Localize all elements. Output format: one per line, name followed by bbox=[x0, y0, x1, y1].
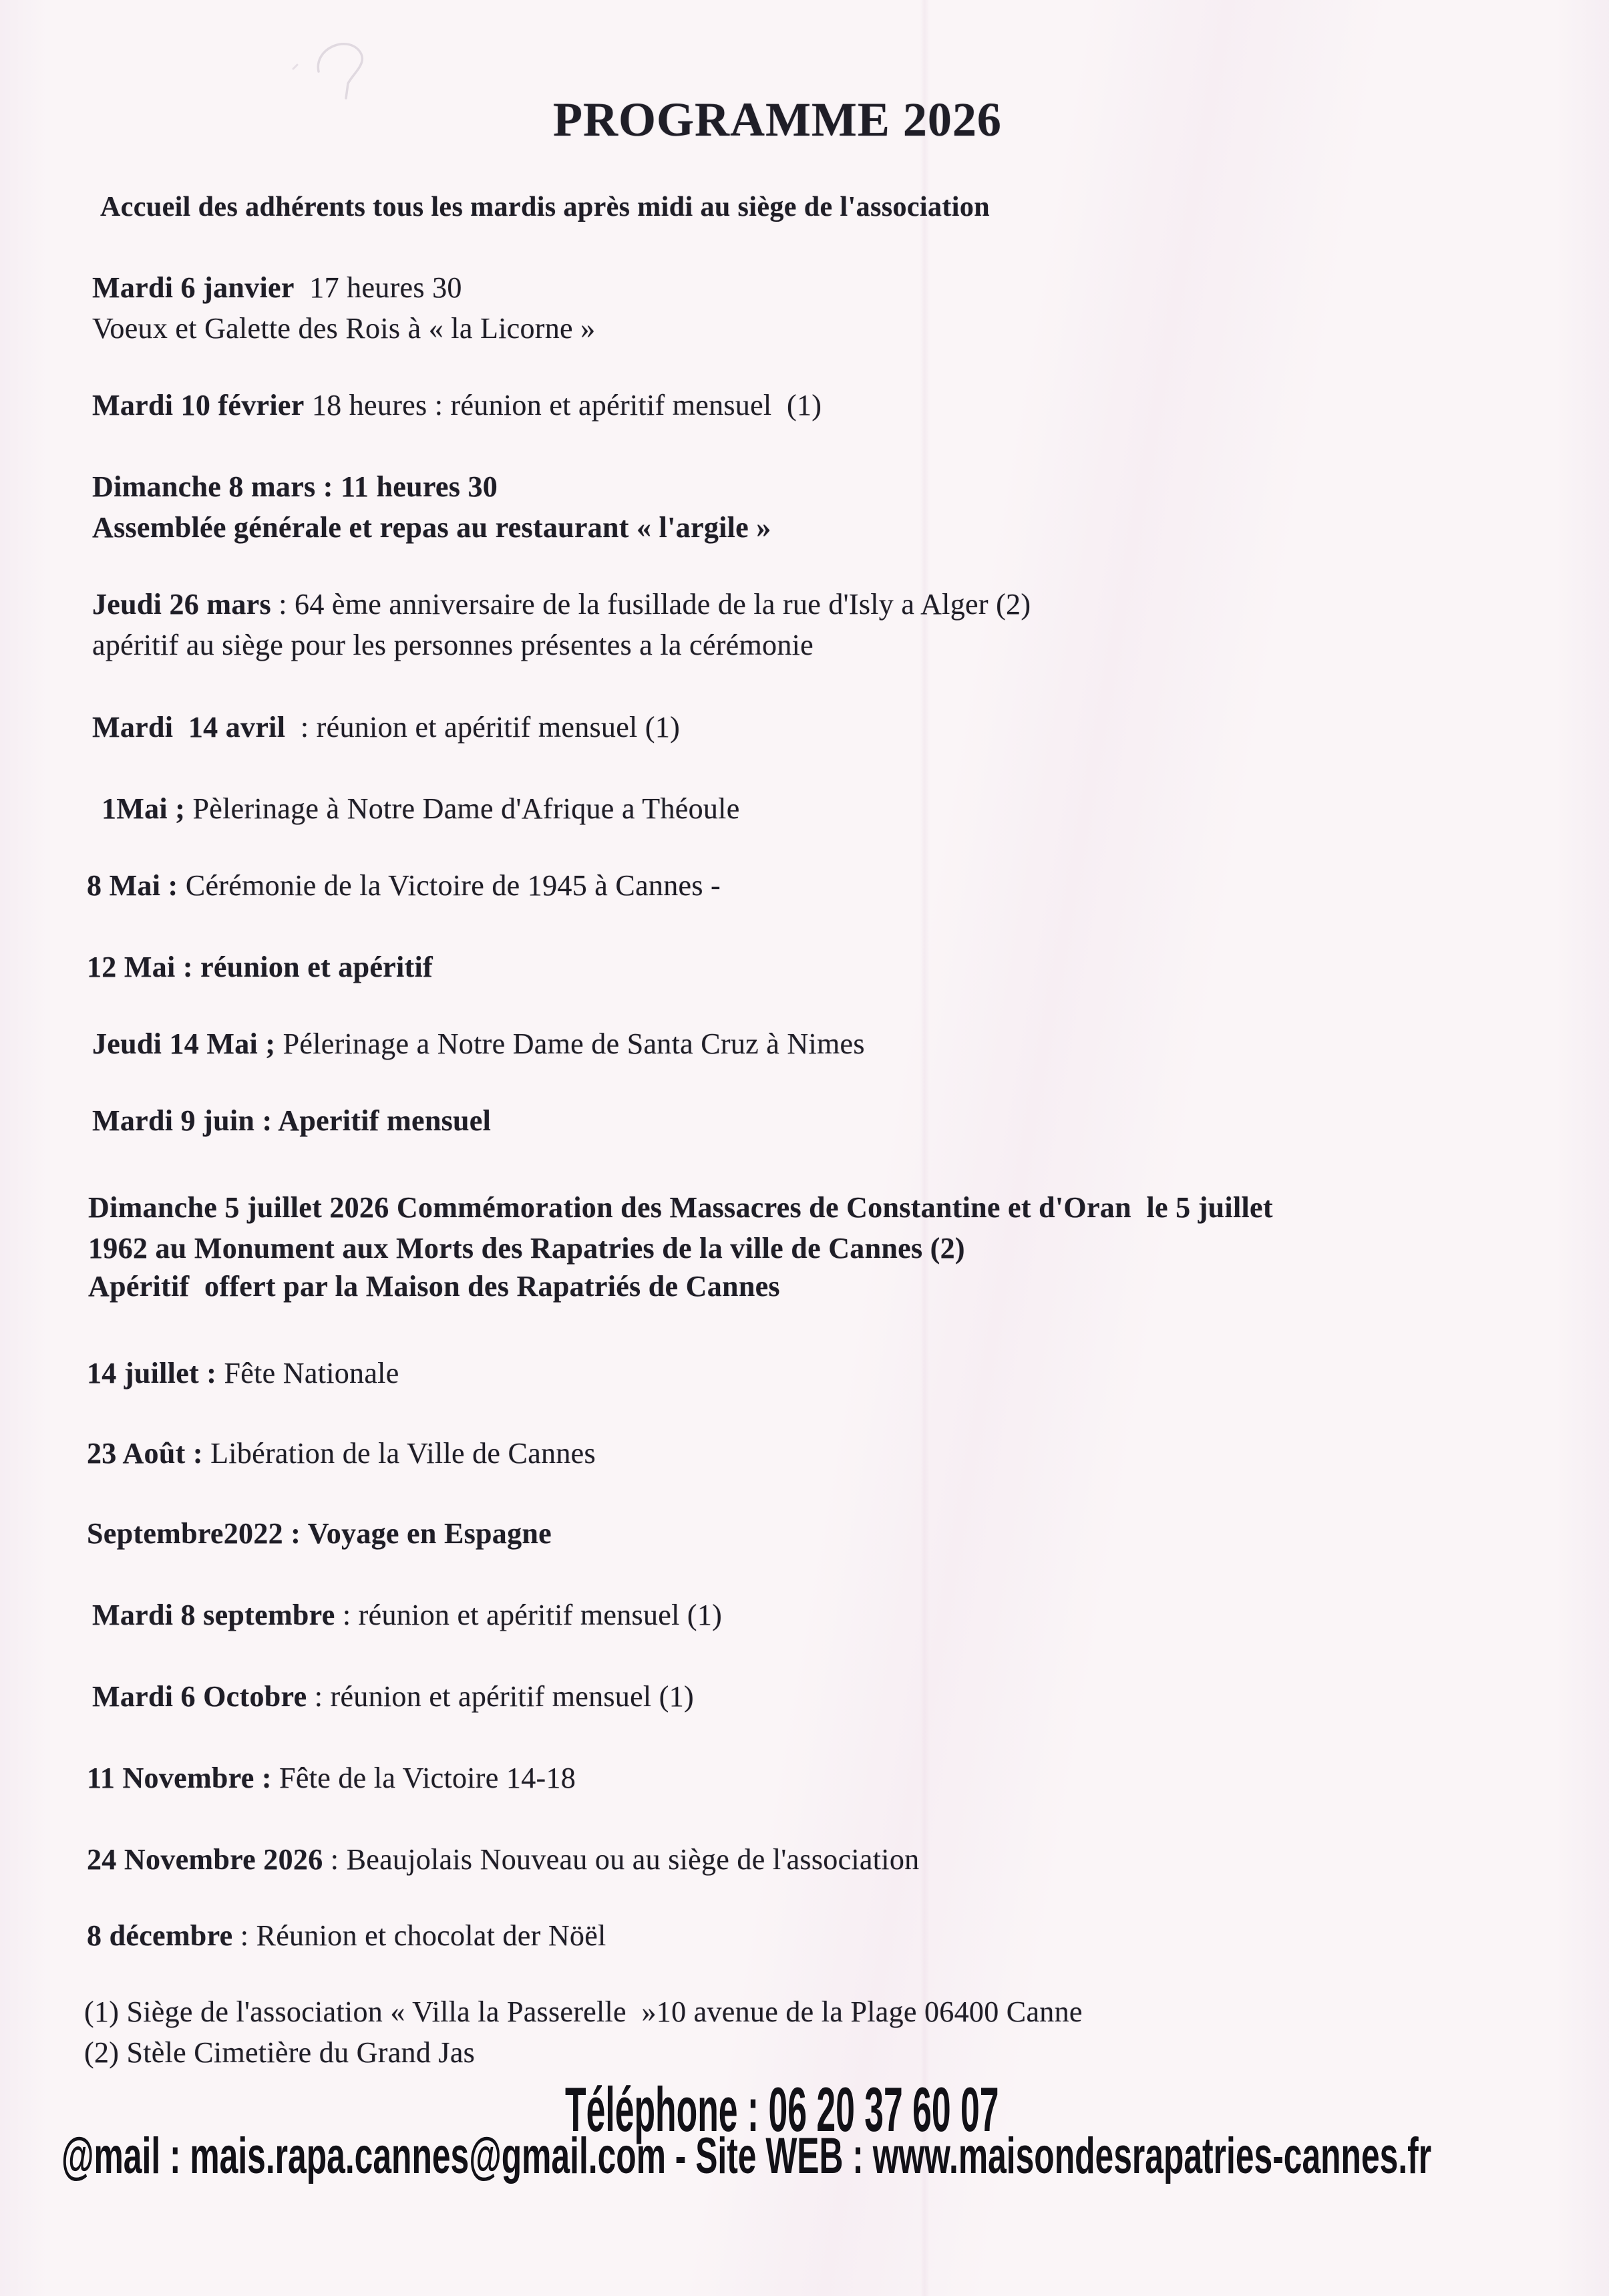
entry-date: Mardi 9 juin : Aperitif mensuel bbox=[92, 1104, 492, 1137]
program-entry-assemblee-generale bbox=[92, 510, 771, 546]
entry-date: 23 Août : bbox=[87, 1437, 203, 1470]
phone-line: Téléphone : 06 20 37 60 07 bbox=[565, 2074, 999, 2144]
entry-description: Fête de la Victoire 14-18 bbox=[271, 1762, 576, 1794]
entry-description: 18 heures : réunion et apéritif mensuel (1) bbox=[304, 389, 822, 422]
program-entry-voeux-galette bbox=[92, 311, 595, 347]
email-web-line: @mail : mais.rapa.cannes@gmail.com - Site WEB : www.maisondesrapatries-cannes.fr bbox=[61, 2128, 1432, 2184]
entry-date: 24 Novembre 2026 bbox=[87, 1843, 323, 1876]
entry-description: Libération de la Ville de Cannes bbox=[202, 1437, 596, 1470]
entry-description: Cérémonie de la Victoire de 1945 à Cannes - bbox=[178, 869, 721, 902]
intro-line: Accueil des adhérents tous les mardis après midi au siège de l'association bbox=[100, 192, 990, 222]
entry-description: : réunion et apéritif mensuel (1) bbox=[307, 1680, 694, 1713]
entry-date: Dimanche 5 juillet 2026 Commémoration des Massacres de Constantine et d'Oran le 5 juillet bbox=[88, 1191, 1273, 1224]
program-entry-9-juin bbox=[92, 1104, 491, 1139]
entry-date: 8 décembre bbox=[87, 1919, 233, 1952]
program-entry-6-octobre bbox=[92, 1679, 694, 1715]
entry-description: Pélerinage a Notre Dame de Santa Cruz à Nimes bbox=[275, 1027, 865, 1060]
entry-description: Voeux et Galette des Rois à « la Licorne » bbox=[92, 312, 596, 345]
entry-date: Dimanche 8 mars : 11 heures 30 bbox=[92, 470, 498, 503]
program-entry-1-mai bbox=[102, 792, 740, 827]
program-entry-5-juillet bbox=[88, 1190, 1273, 1226]
program-entry-23-aout bbox=[87, 1436, 596, 1472]
entry-date: Mardi 8 septembre bbox=[92, 1599, 335, 1631]
entry-description: : réunion et apéritif mensuel (1) bbox=[285, 711, 681, 744]
entry-date: Apéritif offert par la Maison des Rapatriés de Cannes bbox=[88, 1270, 780, 1303]
entry-date: Assemblée générale et repas au restaurant « l'argile » bbox=[92, 511, 771, 544]
entry-date: 12 Mai : réunion et apéritif bbox=[87, 951, 433, 983]
program-entry-8-mai bbox=[87, 868, 721, 904]
entry-date: Jeudi 26 mars bbox=[92, 588, 271, 621]
entry-description: apéritif au siège pour les personnes présentes a la cérémonie bbox=[92, 629, 814, 661]
entry-description: : réunion et apéritif mensuel (1) bbox=[335, 1599, 723, 1631]
program-entry-14-mai bbox=[92, 1027, 865, 1062]
entry-date: Septembre2022 : Voyage en Espagne bbox=[87, 1517, 552, 1550]
program-entry-septembre-2022 bbox=[87, 1516, 552, 1552]
entry-description: 17 heures 30 bbox=[294, 271, 462, 304]
program-entry-12-mai bbox=[87, 950, 433, 985]
program-entry-24-novembre bbox=[87, 1842, 919, 1878]
program-entry-26-mars-suite bbox=[92, 628, 814, 663]
program-entry-10-fevrier bbox=[92, 388, 822, 424]
entry-date: 8 Mai : bbox=[87, 869, 178, 902]
entry-date: Mardi 10 février bbox=[92, 389, 305, 422]
entry-date: Mardi 14 avril bbox=[92, 711, 286, 744]
program-entry-8-decembre bbox=[87, 1919, 606, 1954]
entry-description: Pèlerinage à Notre Dame d'Afrique a Théoule bbox=[185, 792, 740, 825]
entry-description: : 64 ème anniversaire de la fusillade de la rue d'Isly a Alger (2) bbox=[271, 588, 1031, 621]
program-entry-11-novembre bbox=[87, 1761, 576, 1796]
program-entry-8-mars bbox=[92, 470, 498, 505]
entry-date: Mardi 6 Octobre bbox=[92, 1680, 307, 1713]
program-entry-5-juillet-suite bbox=[88, 1231, 965, 1267]
entry-date: 11 Novembre : bbox=[87, 1762, 272, 1794]
entry-description: Fête Nationale bbox=[216, 1357, 399, 1389]
entry-date: 1Mai ; bbox=[102, 792, 186, 825]
program-entry-26-mars bbox=[92, 587, 1031, 623]
pencil-squiggle-mark bbox=[284, 30, 391, 110]
program-entry-6-janvier bbox=[92, 271, 462, 306]
entry-date: Mardi 6 janvier bbox=[92, 271, 295, 304]
program-entry-14-avril bbox=[92, 710, 680, 746]
program-entry-14-juillet bbox=[87, 1356, 399, 1391]
entry-description: : Beaujolais Nouveau ou au siège de l'association bbox=[323, 1843, 920, 1876]
entry-date: Jeudi 14 Mai ; bbox=[92, 1027, 276, 1060]
entry-description: : Réunion et chocolat der Nöël bbox=[232, 1919, 606, 1952]
program-entry-aperitif-offert bbox=[88, 1269, 780, 1305]
page-title: PROGRAMME 2026 bbox=[553, 93, 1002, 146]
entry-date: 14 juillet : bbox=[87, 1357, 217, 1389]
entry-date: 1962 au Monument aux Morts des Rapatries de la ville de Cannes (2) bbox=[88, 1232, 965, 1265]
footnote-siege: (1) Siège de l'association « Villa la Passerelle »10 avenue de la Plage 06400 Canne bbox=[84, 1995, 1083, 2028]
footnote-stele: (2) Stèle Cimetière du Grand Jas bbox=[84, 2036, 476, 2069]
program-entry-8-septembre bbox=[92, 1598, 722, 1633]
